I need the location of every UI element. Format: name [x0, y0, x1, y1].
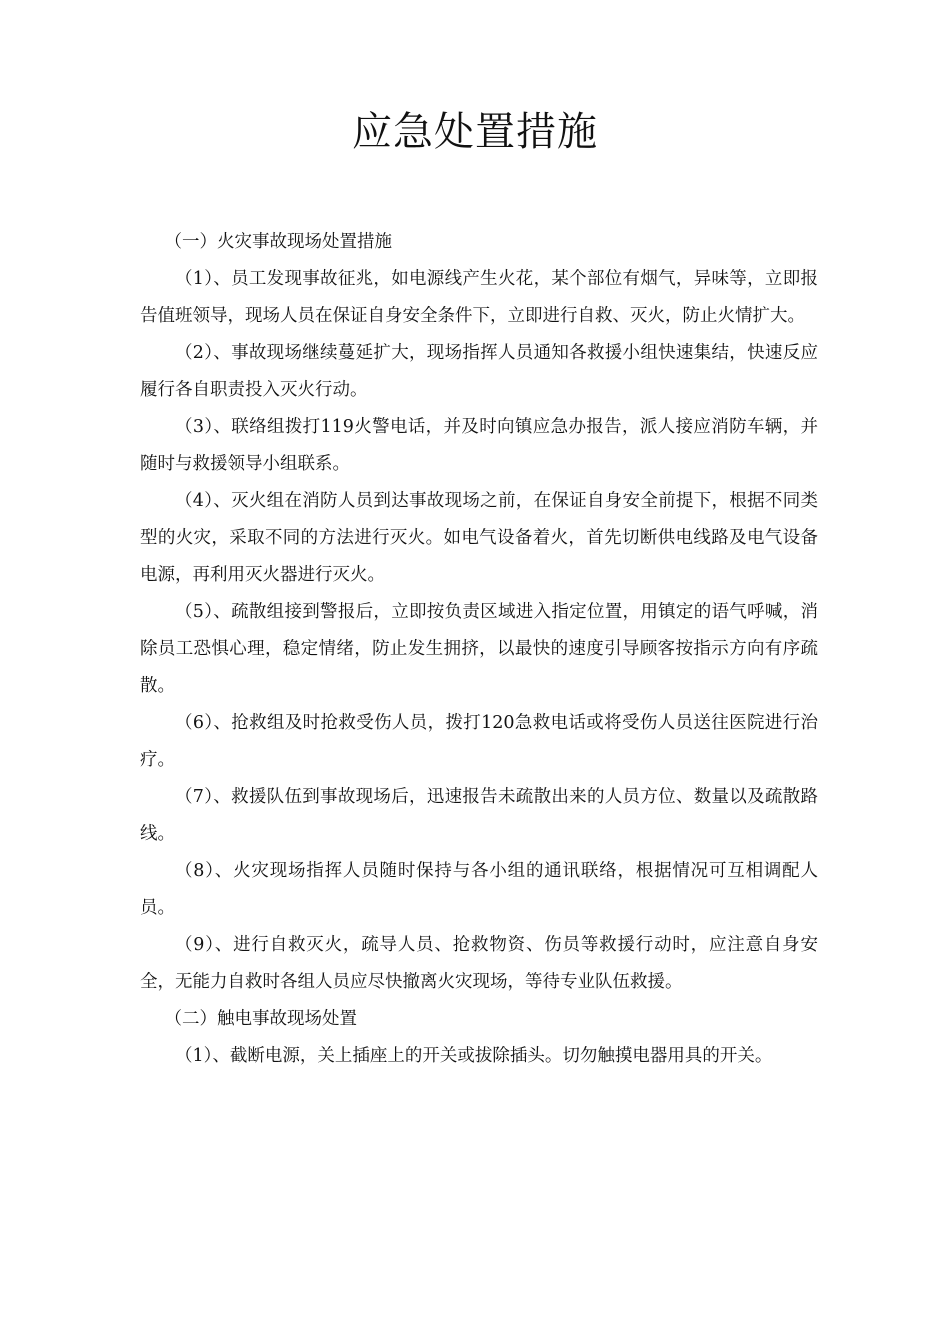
- fire-step-7: （7）、救援队伍到事故现场后，迅速报告未疏散出来的人员方位、数量以及疏散路线。: [140, 787, 818, 844]
- fire-step-9: （9）、进行自救灭火，疏导人员、抢救物资、伤员等救援行动时，应注意自身安全，无能力自救时各组人员应尽快撤离火灾现场，等待专业队伍救援。: [140, 935, 818, 992]
- page-title: 应急处置措施: [352, 109, 598, 155]
- fire-step-2: （2）、事故现场继续蔓延扩大，现场指挥人员通知各救援小组快速集结，快速反应履行各自职责投入灭火行动。: [140, 343, 818, 400]
- fire-step-6: （6）、抢救组及时抢救受伤人员，拨打120急救电话或将受伤人员送往医院进行治疗。: [140, 713, 818, 770]
- fire-step-4: （4）、灭火组在消防人员到达事故现场之前，在保证自身安全前提下，根据不同类型的火灾，采取不同的方法进行灭火。如电气设备着火，首先切断供电线路及电气设备电源，再利用灭火器进行灭火。: [140, 491, 818, 585]
- fire-step-8: （8）、火灾现场指挥人员随时保持与各小组的通讯联络，根据情况可互相调配人员。: [140, 861, 818, 918]
- section-heading-electric-shock: （二）触电事故现场处置: [164, 1009, 357, 1029]
- section-heading-fire: （一）火灾事故现场处置措施: [164, 232, 392, 252]
- fire-step-3: （3）、联络组拨打119火警电话，并及时向镇应急办报告，派人接应消防车辆，并随时与救援领导小组联系。: [140, 417, 818, 474]
- fire-step-1: （1）、员工发现事故征兆，如电源线产生火花，某个部位有烟气，异味等，立即报告值班领导，现场人员在保证自身安全条件下，立即进行自救、灭火，防止火情扩大。: [140, 269, 818, 326]
- fire-step-5: （5）、疏散组接到警报后，立即按负责区域进入指定位置，用镇定的语气呼喊，消除员工恐惧心理，稳定情绪，防止发生拥挤，以最快的速度引导顾客按指示方向有序疏散。: [140, 602, 818, 696]
- document-body: [140, 224, 818, 1075]
- shock-step-1: （1）、截断电源，关上插座上的开关或拔除插头。切勿触摸电器用具的开关。: [175, 1046, 773, 1066]
